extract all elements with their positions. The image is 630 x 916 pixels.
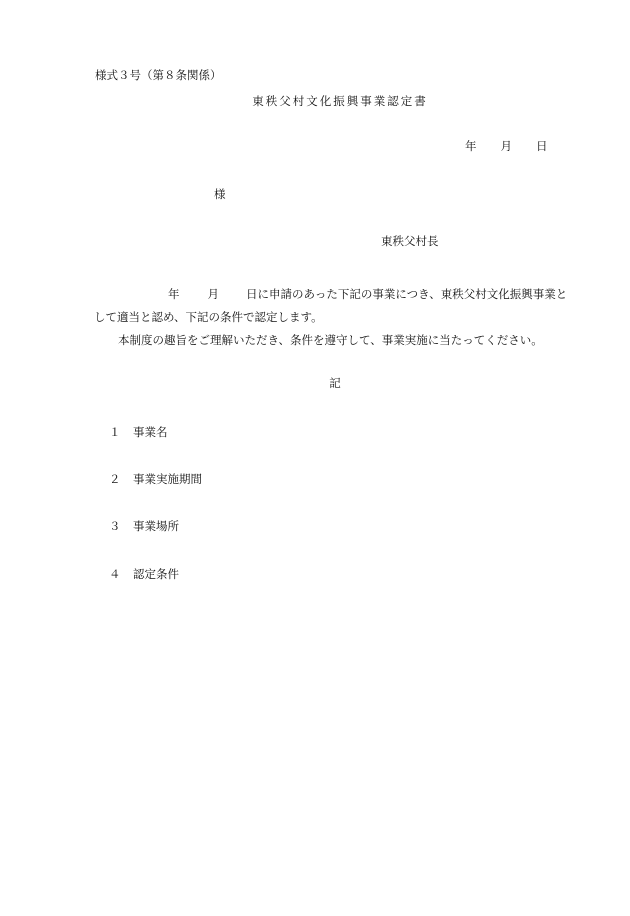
item-number: ３ xyxy=(109,519,121,533)
body-text xyxy=(95,283,585,352)
item-label: 事業実施期間 xyxy=(133,472,202,486)
body-line-1-rest: 日に申請のあった下記の事業につき、東秩父村文化振興事業と xyxy=(246,287,568,301)
body-line-3: 本制度の趣旨をご理解いただき、条件を遵守して、事業実施に当たってください。 xyxy=(118,333,543,347)
ki-heading: 記 xyxy=(329,376,341,390)
list-item xyxy=(109,569,179,581)
issuer-name: 東秩父村長 xyxy=(381,234,439,248)
date-line xyxy=(465,141,548,153)
item-label: 認定条件 xyxy=(133,567,179,581)
list-item xyxy=(109,474,202,486)
list-item xyxy=(109,427,168,439)
item-label: 事業場所 xyxy=(133,519,179,533)
body-month-label: 月 xyxy=(207,287,219,301)
item-number: ２ xyxy=(109,472,121,486)
item-number: １ xyxy=(109,425,121,439)
date-day-label: 日 xyxy=(536,139,548,153)
document-title: 東秩父村文化振興事業認定書 xyxy=(252,94,428,108)
list-item xyxy=(109,521,179,533)
item-number: ４ xyxy=(109,567,121,581)
date-year-label: 年 xyxy=(465,139,477,153)
form-number: 様式３号（第８条関係） xyxy=(95,68,222,82)
addressee-honorific: 様 xyxy=(214,187,226,201)
item-label: 事業名 xyxy=(133,425,168,439)
body-line-2: して適当と認め、下記の条件で認定します。 xyxy=(94,310,323,324)
date-month-label: 月 xyxy=(500,139,512,153)
body-year-label: 年 xyxy=(168,287,180,301)
body-line-1 xyxy=(95,283,585,306)
